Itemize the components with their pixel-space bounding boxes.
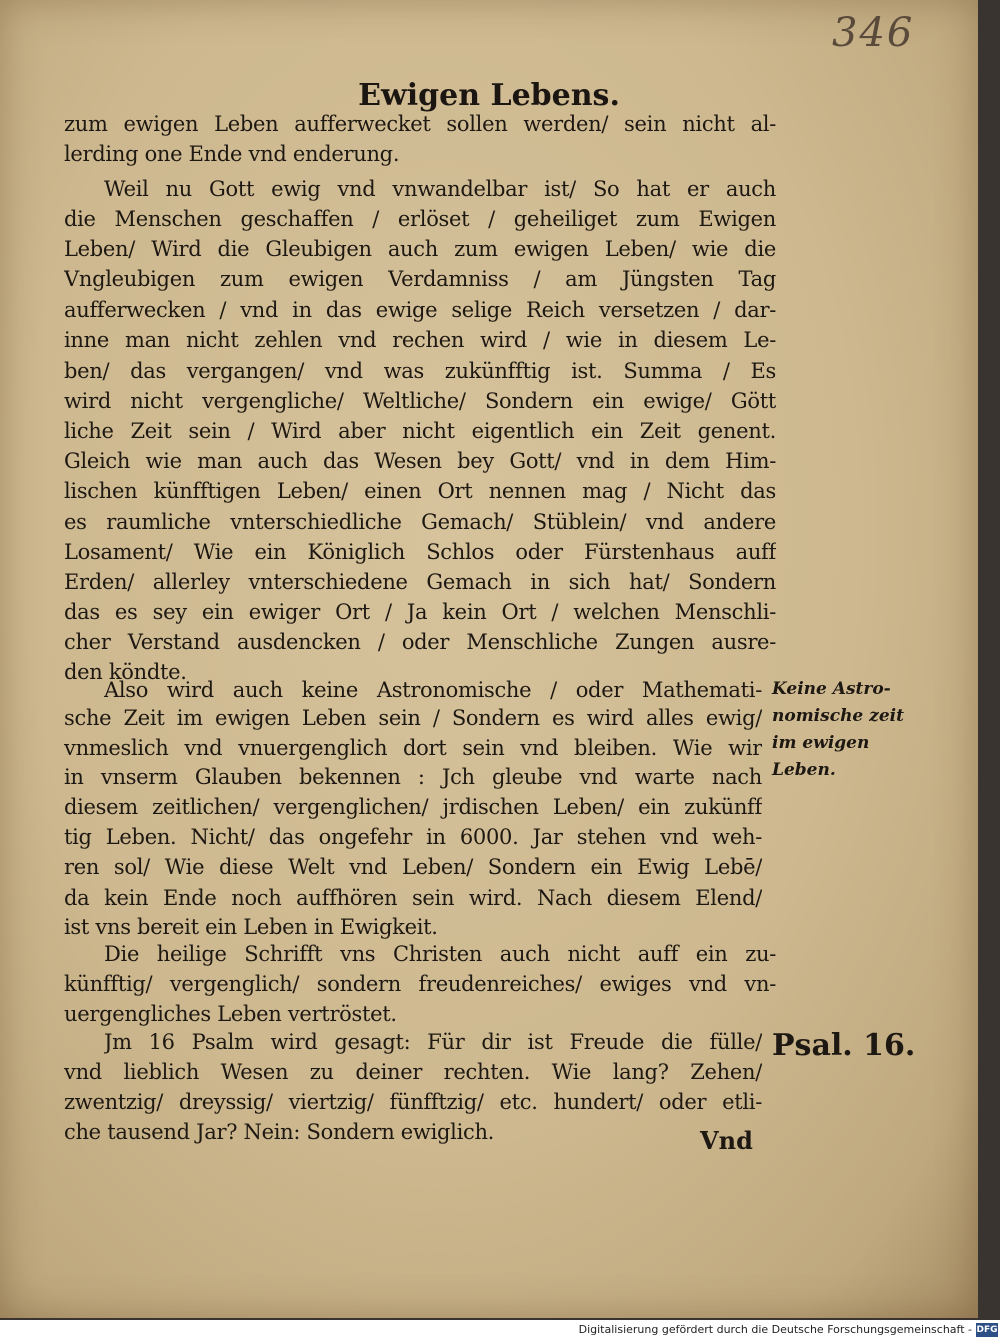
text-line: aufferwecken / vnd in das ewige selige Reich versetzen / dar- [64,298,776,322]
running-head: Ewigen Lebens. [358,78,620,113]
text-line: cher Verstand ausdencken / oder Menschliche Zungen ausre- [64,630,776,654]
text-line: Also wird auch keine Astronomische / oder Mathemati- [104,678,762,702]
text-line: Jm 16 Psalm wird gesagt: Für dir ist Freude die fülle/ [104,1030,762,1054]
text-line: zwentzig/ dreyssig/ viertzig/ fünfftzig/ etc. hundert/ oder etli- [64,1090,762,1114]
text-line: liche Zeit sein / Wird aber nicht eigentlich ein Zeit genent. [64,419,776,443]
footer-bar [0,1320,1000,1341]
margin-note-line: im ewigen [772,733,870,753]
margin-note-line: Keine Astro- [772,679,891,699]
text-line: das es sey ein ewiger Ort / Ja kein Ort / welchen Menschli- [64,600,776,624]
text-line: lischen künfftigen Leben/ einen Ort nennen mag / Nicht das [64,479,776,503]
margin-note-line: Leben. [772,760,836,780]
text-line: ist vns bereit ein Leben in Ewigkeit. [64,915,438,939]
text-line: diesem zeitlichen/ vergenglichen/ jrdischen Leben/ ein zukünff [64,795,762,819]
text-line: ren sol/ Wie diese Welt vnd Leben/ Sondern ein Ewig Lebē/ [64,855,762,879]
text-line: Erden/ allerley vnterschiedene Gemach in sich hat/ Sondern [64,570,776,594]
text-line: inne man nicht zehlen vnd rechen wird / wie in diesem Le- [64,328,776,352]
text-line: Gleich wie man auch das Wesen bey Gott/ vnd in dem Him- [64,449,776,473]
dfg-logo: DFG [976,1325,998,1335]
text-line: es raumliche vnterschiedliche Gemach/ Stüblein/ vnd andere [64,510,776,534]
text-line: Vngleubigen zum ewigen Verdamniss / am Jüngsten Tag [64,267,776,291]
text-line: tig Leben. Nicht/ das ongefehr in 6000. Jar stehen vnd weh- [64,825,762,849]
text-line: zum ewigen Leben aufferwecket sollen werden/ sein nicht al- [64,112,776,136]
text-line: vnd lieblich Wesen zu deiner rechten. Wie lang? Zehen/ [64,1060,762,1084]
text-line: sche Zeit im ewigen Leben sein / Sondern es wird alles ewig/ [64,706,762,730]
text-line: Die heilige Schrifft vns Christen auch nicht auff ein zu- [104,942,776,966]
folio-number: 346 [832,10,915,56]
text-line: Leben/ Wird die Gleubigen auch zum ewigen Leben/ wie die [64,237,776,261]
footer-credit: Digitalisierung gefördert durch die Deutsche Forschungsgemeinschaft - [578,1323,972,1336]
text-line: da kein Ende noch auffhören sein wird. Nach diesem Elend/ [64,886,762,910]
text-line: che tausend Jar? Nein: Sondern ewiglich. [64,1120,495,1144]
text-line: die Menschen geschaffen / erlöset / geheiliget zum Ewigen [64,207,776,231]
text-line: Weil nu Gott ewig vnd vnwandelbar ist/ So hat er auch [104,177,776,201]
margin-note-line: nomische zeit [772,706,904,726]
catchword: Vnd [700,1126,753,1155]
text-line: wird nicht vergengliche/ Weltliche/ Sondern ein ewige/ Gött [64,389,776,413]
text-line: uergengliches Leben vertröstet. [64,1002,397,1026]
text-line: in vnserm Glauben bekennen : Jch gleube vnd warte nach [64,765,762,789]
text-line: den köndte. [64,660,187,684]
text-line: Losament/ Wie ein Königlich Schlos oder Fürstenhaus auff [64,540,776,564]
text-line: künfftig/ vergenglich/ sondern freudenreiches/ ewiges vnd vn- [64,972,776,996]
text-line: ben/ das vergangen/ vnd was zukünfftig ist. Summa / Es [64,359,776,383]
text-line: lerding one Ende vnd enderung. [64,142,400,166]
margin-psalm-reference: Psal. 16. [772,1028,916,1063]
text-line: vnmeslich vnd vnuergenglich dort sein vnd bleiben. Wie wir [64,736,762,760]
